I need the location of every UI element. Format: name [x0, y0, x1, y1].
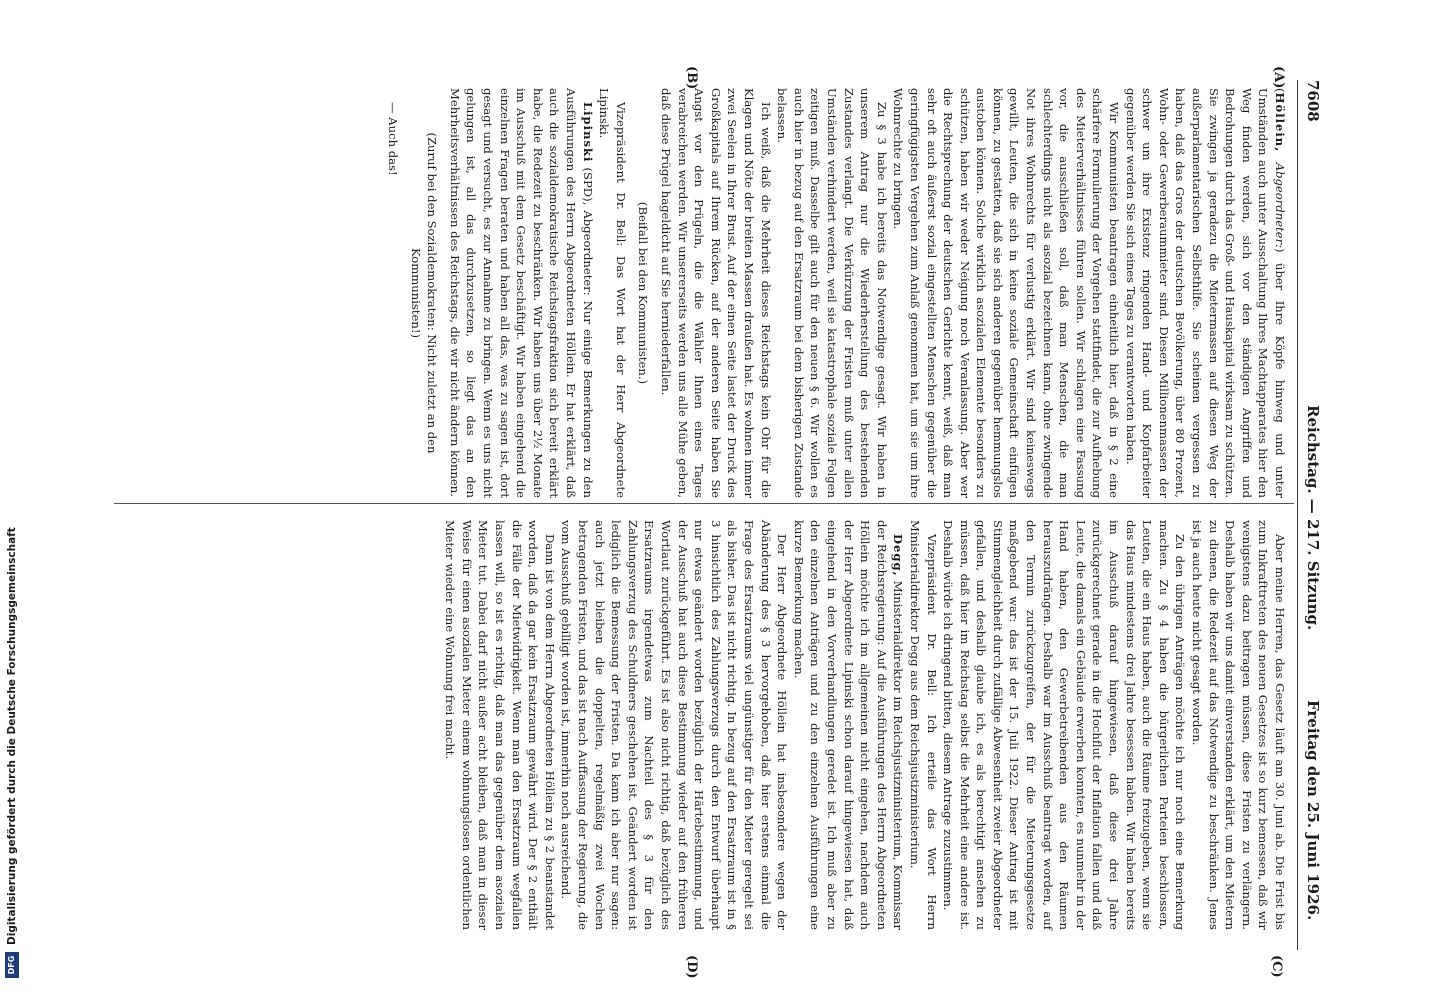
applause-note: (Beifall bei den Kommunisten.) — [636, 201, 651, 385]
session-date: Freitag den 25. Juni 1926. — [1304, 700, 1322, 921]
footer-text: Digitalisierung gefördert durch die Deutsche Forschungsgemeinschaft — [6, 527, 18, 945]
speech-degg — [790, 520, 906, 930]
margin-marker-a: (A) — [1271, 66, 1286, 89]
paragraph: — Auch das! — [386, 102, 401, 176]
paragraph-vice-president: Vizepräsident Dr. Bell: Ich erteile das Wort Herrn Ministerialdirektor Degg aus dem Reichsjustizministerium. — [907, 520, 939, 930]
digitization-footer — [4, 0, 24, 990]
paragraph: Der Herr Abgeordnete Höllein hat insbesondere wegen der Abänderung des § 3 hervorgehoben, daß hier erstens einmal die Frage des Ersatzraums viel ungünstiger für den Mieter geregelt sei als bisher. Das ist nicht richtig. In bezug auf den Ersatzraum ist in § 3 hinsichtlich des Zahlungsverzugs durch den Entwurf überhaupt nur etwas geändert worden bezüglich der Härtebestimmung, und der Ausschuß hat auch diese Bestimmung wieder auf den früheren Wortlaut zurückgeführt. Es ist also nicht richtig, daß bezüglich des Ersatzraums irgendetwas zum Nachteil des § 3 für den Zahlungsverzug des Schuldners geschehen ist. Geändert worden ist lediglich die Bemessung der Fristen. Da kann ich aber nur sagen: auch jetzt bleiben die doppelten, regelmäßig zwei Wochen betragenden Fristen, und das ist nach Auffassung der Regierung, die vom Ausschuß gebilligt worden ist, immerhin noch ausreichend. — [559, 520, 790, 930]
column-divider — [114, 503, 1294, 504]
paragraph: Wir Kommunisten beantragen einheitlich hier, daß in § 2 eine schärfere Formulierung der Vorgehen stattfindet, die zur Aufhebung des Mieterverhältnisses führen sollen. Wir schlagen eine Fassung vor, die ausschließen soll, daß man Menschen, die man schlechterdings nicht als asozial bezeichnen kann, ohne zwingende Not ihres Wohnrechts für verlustig erklärt. Wir sind keineswegs gewillt, Leuten, die sich in keine soziale Gemeinschaft einfügen können, zu gestatten, daß sie sich anderen gegenüber hemmungslos austoben können. Solche wirklich asozialen Elemente besonders zu schützen, haben wir weder Neigung noch Veranlassung. Aber wer die Rechtsprechung der deutschen Gerichte kennt, weiß, daß man sehr oft auch äußerst sozial eingestellten Menschen gegenüber die geringfügigsten Vergehen zum Anlaß genommen hat, um sie um ihre Wohnrechte zu bringen. — [891, 88, 1122, 498]
paragraph: Zu den übrigen Anträgen möchte ich nur noch eine Bemerkung machen. Zu § 4 haben die bürgerlichen Parteien beschlossen, Leuten, die ein Haus haben, auch die Räume freizugeben, wenn sie das Haus mindestens drei Jahre besessen haben. Wir haben bereits im Ausschuß darauf hingewiesen, daß diese drei Jahre zurückgerechnet gerade in die Hochflut der Inflation fallen und daß Leute, die damals ein Gebäude erwerben konnten, es nunmehr in der Hand haben, den Gewerbetreibenden aus den Räumen herauszudrängen. Deshalb war im Ausschuß beantragt worden, auf den Termin zurückzugreifen, der für die Mieterungsgesetze maßgebend war: das ist der 15. Juli 1922. Dieser Antrag ist mit Stimmengleichheit durch zufällige Abwesenheit zweier Abgeordneter gefallen, und deshalb glaube ich, es als berechtigt ansehen zu müssen, daß hier im Reichstag selbst die Mehrheit eine andere ist. Deshalb würde ich dringend bitten, diesem Antrage zuzustimmen. — [941, 520, 1188, 930]
left-column — [385, 88, 1288, 498]
speaker-name: Degg, — [891, 534, 906, 577]
page-number: 7608 — [1304, 80, 1322, 122]
interjection-note: (Zuruf bei den Sozialdemokraten: Nicht zuletzt an den Kommunisten!) — [408, 132, 440, 454]
speaker-party: (SPD), — [580, 167, 595, 206]
paragraph: Zu § 3 habe ich bereits das Notwendige gesagt. Wir haben in unserem Antrag nur die Wiederherstellung des bestehenden Zustandes verlangt. Die Verkürzung der Fristen muß unter allen Umständen verhindert werden, weil sie katastrophale soziale Folgen zeitigen muß. Dasselbe gilt auch für den neuen § 6. Wir wollen es auch hier in bezug auf den Ersatzraum bei dem bisherigen Zustande belassen. — [775, 88, 889, 498]
session-title: Reichstag. — 217. Sitzung. — [1304, 405, 1322, 631]
margin-marker-c: (C) — [1269, 955, 1284, 978]
dfg-logo: DFG — [5, 952, 19, 978]
paragraph-text: Ministerialdirektor im Reichsjustizministerium, Kommissar der Reichsregierung: Auf die Ausführungen des Herrn Abgeordneten Höllein möchte ich im allgemeinen nicht eingehen, nachdem auch der Herr Abgeordnete Lipinski schon darauf hingewiesen hat, daß eingehend in den Vorverhandlungen geredet ist. Ich muß aber zu den einzelnen Anträgen und zu den einzelnen Ausführungen eine kurze Bemerkung machen. — [791, 520, 906, 930]
speaker-name: Lipinski — [580, 102, 595, 163]
paragraph-text: über Ihre Köpfe hinweg und unter Umständen auch unter Ausschaltung Ihres Machtapparates hier den Weg finden werden, sich vor den ständigen Angriffen und Bedrohungen durch das Groß- und Hauskapital wirksam zu schützen. Sie zwingen ja geradezu die Mietermassen auf diesen Weg der außerparlamentarischen Selbsthilfe. Sie scheinen vergessen zu haben, daß das Gros der deutschen Bevölkerung, über 80 Prozent, Wohn- oder Gewerberaummieter sind. Diesen Millionenmassen der schwer um ihre Existenz ringenden Hand- und Kopfarbeiter gegenüber werden Sie sich eines Tages zu verantworten haben. — [1123, 88, 1287, 499]
paragraph: Dann ist von dem Herrn Abgeordneten Höllein zu § 2 beanstandet worden, daß da gar kein Ersatzraum gewährt wird. Der § 2 enthält die Fälle der Mietwidrigkeit. Wenn man den Ersatzraum wegfallen lassen will, so ist es richtig, daß man das gegenüber dem asozialen Mieter tut. Dabei darf nicht außer acht bleiben, daß man in dieser Weise für einen asozialen Mieter einem wohnungslosen ordentlichen Mieter wieder eine Wohnung frei macht. — [443, 520, 557, 930]
margin-marker-b: (B) — [684, 66, 699, 90]
speech-hoellein: (Höllein, Abgeordneter:) über Ihre Köpfe hinweg und unter Umständen auch unter Ausschaltung Ihres Machtapparates hier den Weg finden werden, sich vor den ständigen Angriffen und Bedrohungen durch das Groß- und Hauskapital wirksam zu schützen. Sie zwingen ja geradezu die Mietermassen auf diesen Weg der außerparlamentarischen Selbsthilfe. Sie scheinen vergessen zu haben, daß das Gros der deutschen Bevölkerung, über 80 Prozent, Wohn- oder Gewerberaummieter sind. Diesen Millionenmassen der schwer um ihre Existenz ringenden Hand- und Kopfarbeiter gegenüber werden Sie sich eines Tages zu verantworten haben. — [1123, 88, 1287, 499]
paragraph: Ich weiß, daß die Mehrheit dieses Reichstags kein Ohr für die Klagen und Nöte der breiten Massen draußen hat. Es wohnen immer zwei Seelen in Ihrer Brust. Auf der einen Seite lastet der Druck des Großkapitals auf Ihrem Rücken, auf der anderen Seite haben Sie Angst vor den Prügeln, die die Wähler Ihnen eines Tages verabreichen werden. Wir unsererseits werden uns alle Mühe geben, daß diese Prügel hageldicht auf Sie herniederfallen. — [659, 88, 773, 498]
right-column — [442, 520, 1288, 930]
margin-marker-d: (D) — [684, 955, 699, 979]
speaker-role: Abgeordneter: — [1273, 162, 1287, 249]
paragraph: Aber meine Herren, das Gesetz läuft am 30. Juni ab. Die Frist bis zum Inkrafttreten des neuen Gesetzes ist so kurz bemessen, daß wir wenigstens dazu beitragen müssen, diese Fristen zu verlängern. Deshalb haben wir uns damit einverstanden erklärt, um den Mietern zu dienen, die Redezeit auf das Notwendige zu beschränken. Jenes ist ja auch heute nicht gesagt worden. — [1190, 520, 1287, 930]
speech-lipinski — [446, 88, 595, 498]
speaker-name: Höllein, — [1273, 92, 1287, 153]
header-rule — [1297, 80, 1298, 950]
paragraph-vice-president: Vizepräsident Dr. Bell: Das Wort hat der Herr Abgeordnete Lipinski. — [597, 88, 628, 498]
paragraph-text: Abgeordneter: Nur einige Bemerkungen zu den Ausführungen des Herrn Abgeordneten Höllein. Er hat erklärt, daß auch die sozialdemokratische Reichstagsfraktion sich bereit erklärt habe, die Redezeit zu beschränken. Wir haben uns über 2½ Monate im Ausschuß mit dem Gesetz beschäftigt. Wir haben eingehend die einzelnen Fragen beraten und haben all das, was zu sagen ist, dort gesagt und versucht, es zur Annahme zu bringen. Wenn es uns nicht gelungen ist, all das durchzusetzen, so liegt das an den Mehrheitsverhältnissen des Reichstags, die wir nicht ändern können. — [447, 88, 595, 498]
page-header — [1296, 0, 1322, 1000]
